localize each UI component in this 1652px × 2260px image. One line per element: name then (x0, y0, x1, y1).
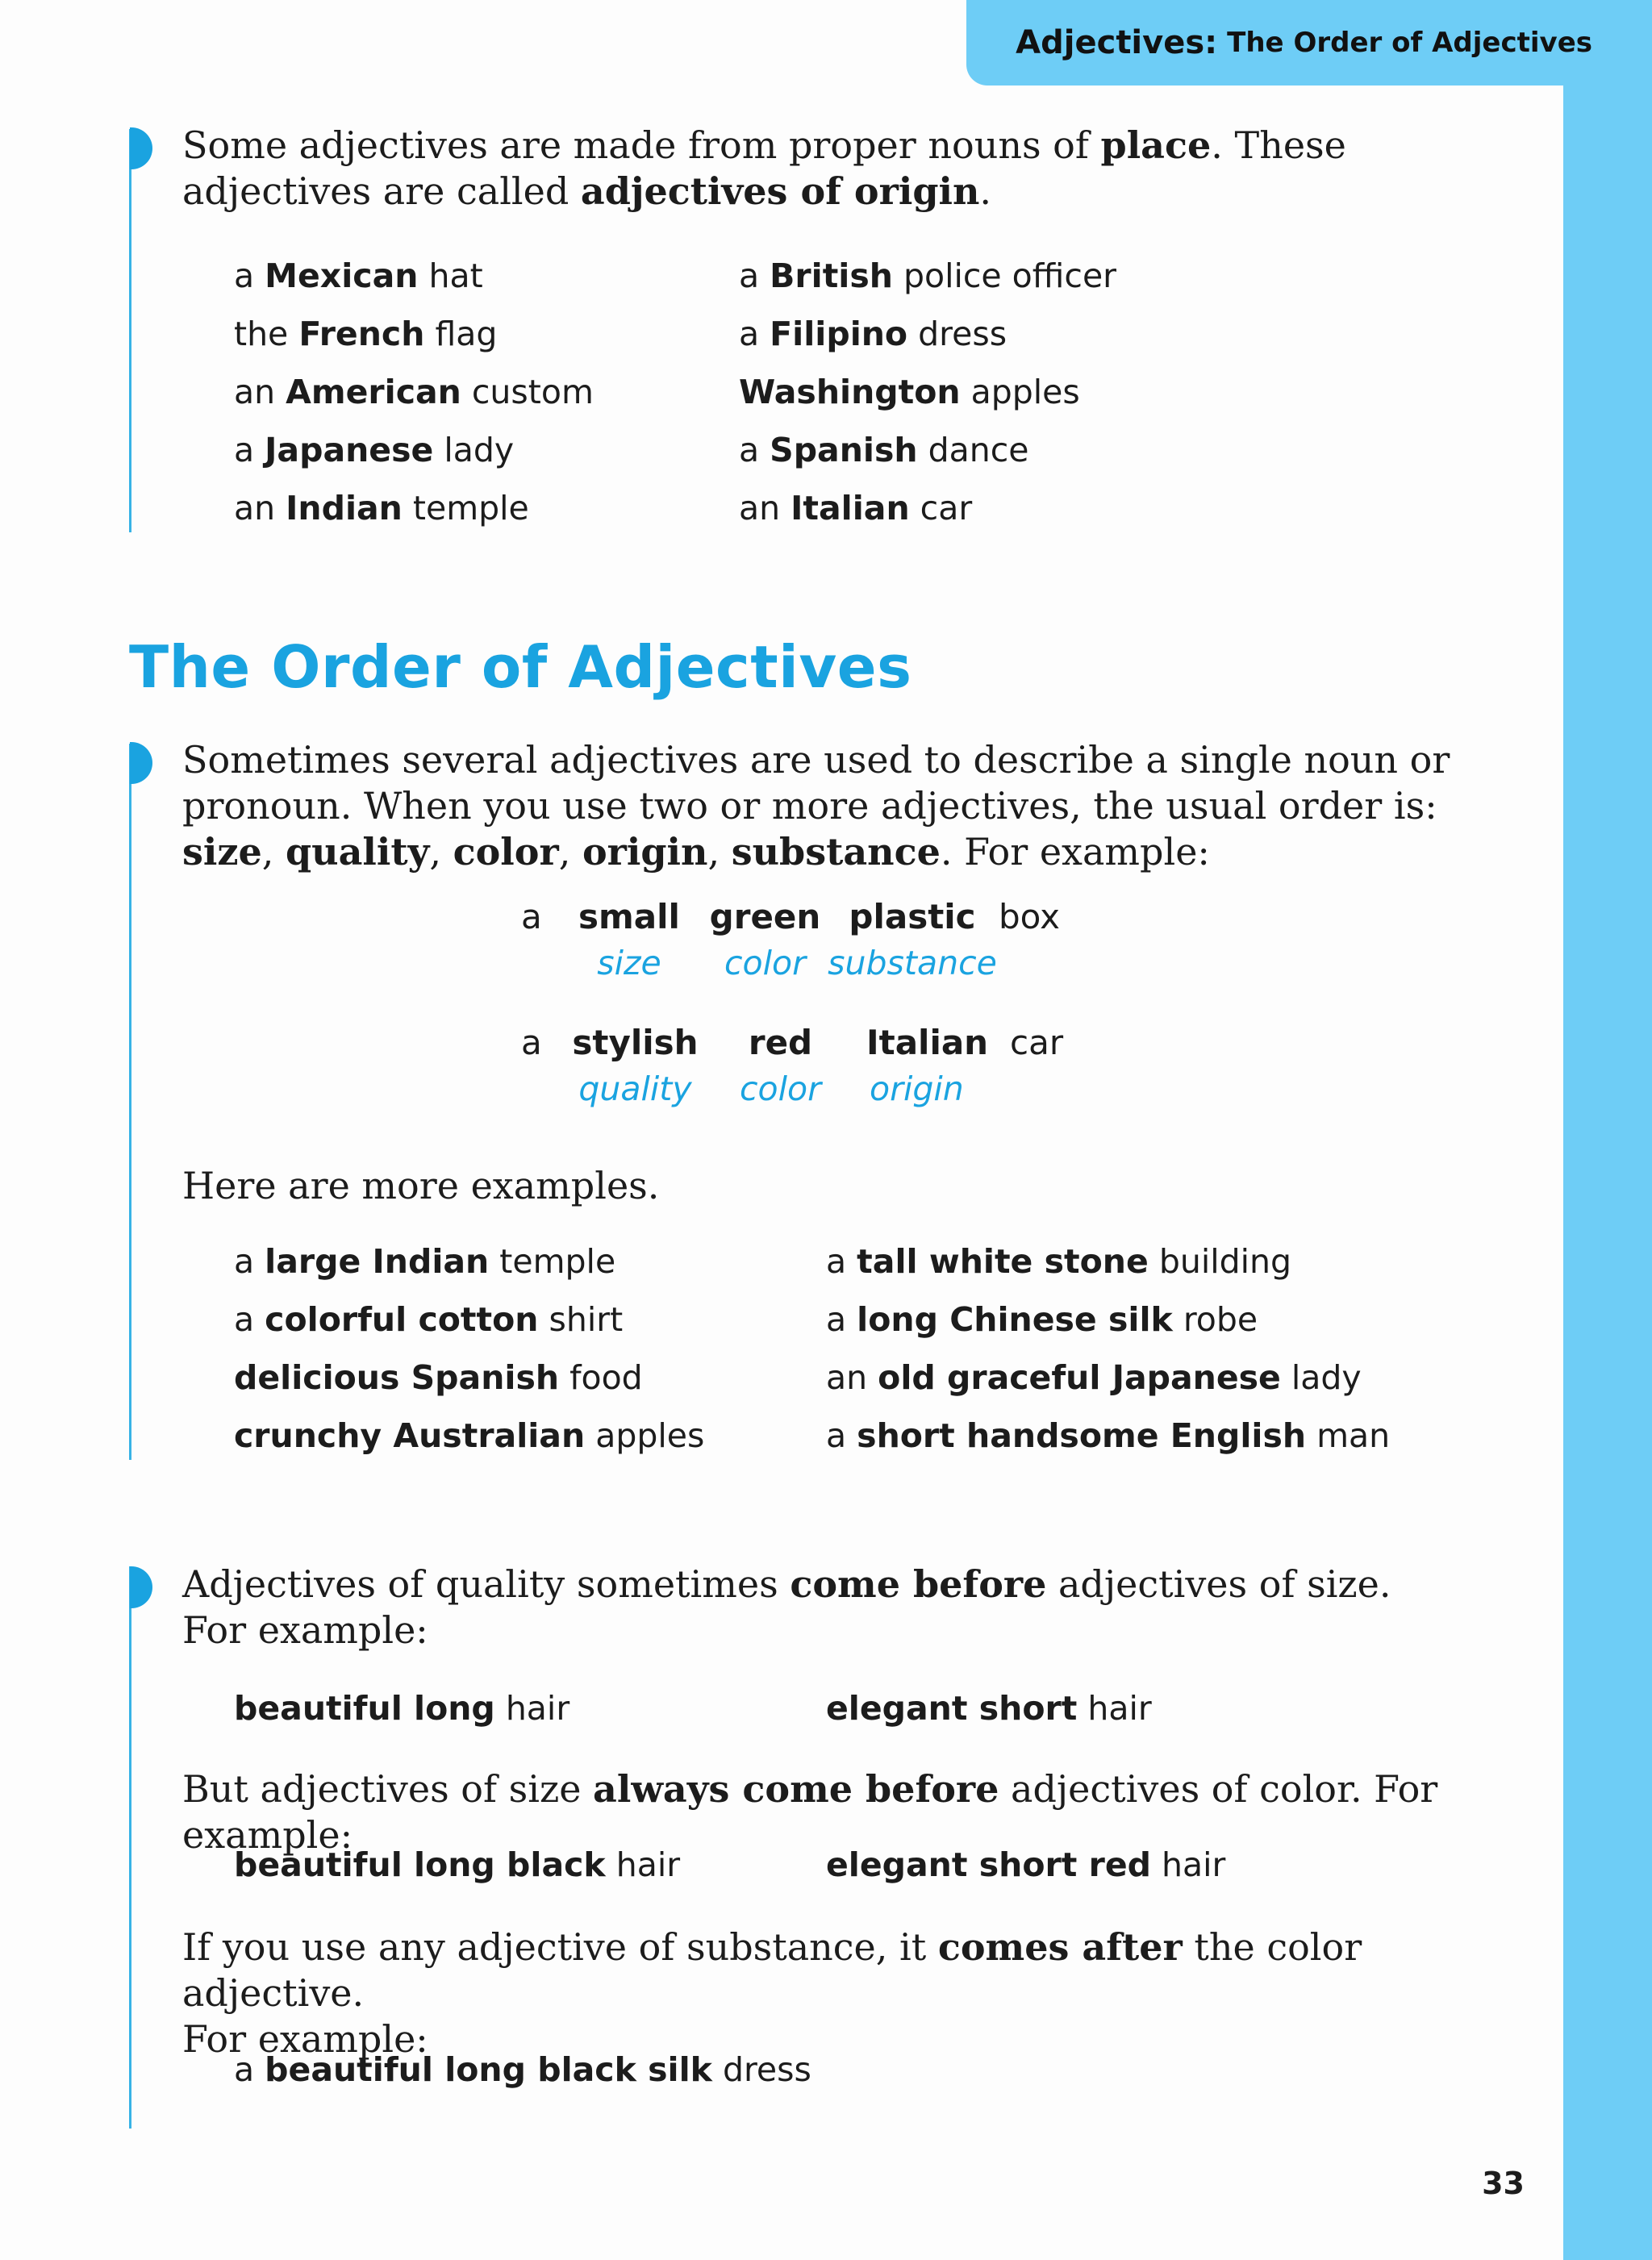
running-header (966, 0, 1644, 85)
origin-left-list (234, 247, 594, 537)
example-line: a long Chinese silk robe (826, 1300, 1258, 1339)
example1-label: size (597, 944, 661, 982)
order-right-list (826, 1232, 1390, 1465)
bullet-marker (130, 127, 152, 169)
example2-word: stylish (572, 1023, 699, 1062)
order-intro: Sometimes several adjectives are used to describe a single noun or pronoun. When you use two or more adjectives, the usual order is: size, quality, color, origin, substance. For example: (182, 738, 1450, 874)
size-color-rule: But adjectives of size always come before adjectives of color. For example: (182, 1767, 1438, 1857)
section-bar (129, 744, 131, 1460)
example-line: a colorful cotton shirt (234, 1300, 624, 1339)
example2-label: origin (870, 1070, 964, 1108)
example1-label: color (724, 944, 806, 982)
example-line: a beautiful long black silk dress (234, 2050, 811, 2089)
more-examples-intro: Here are more examples. (182, 1164, 660, 1207)
example-line: Washington apples (739, 373, 1080, 411)
example-line: beautiful long hair (234, 1689, 570, 1728)
quality-intro: Adjectives of quality sometimes come before adjectives of size. For example: (182, 1562, 1391, 1652)
substance-rule: If you use any adjective of substance, it comes after the color adjective. For example: (182, 1925, 1362, 2061)
section-bar (129, 129, 131, 532)
origin-right-list (739, 247, 1116, 537)
bullet-marker (130, 742, 152, 784)
example-line: elegant short hair (826, 1689, 1152, 1728)
order-left-list (234, 1232, 704, 1465)
example-line: an old graceful Japanese lady (826, 1358, 1362, 1397)
example1-word: plastic (849, 897, 976, 936)
example-line: crunchy Australian apples (234, 1416, 705, 1455)
example-line: beautiful long black hair (234, 1845, 681, 1884)
example-line: elegant short red hair (826, 1845, 1226, 1884)
example1-noun: box (999, 897, 1060, 936)
page-edge-band (1563, 0, 1652, 2260)
section-bar (129, 1566, 131, 2129)
example-line: an Indian temple (234, 489, 529, 527)
example2-noun: car (1010, 1023, 1064, 1062)
example-line: a Spanish dance (739, 431, 1029, 469)
example-line: a tall white stone building (826, 1242, 1292, 1281)
origin-intro: Some adjectives are made from proper nouns of place. These adjectives are called adjectives of origin. (182, 123, 1346, 213)
example1-article: a (521, 897, 542, 936)
example-line: a Japanese lady (234, 431, 515, 469)
example2-article: a (521, 1023, 542, 1062)
page-number: 33 (1482, 2166, 1525, 2201)
example1-word: small (578, 897, 680, 936)
section-heading: The Order of Adjectives (129, 633, 912, 701)
example-line: a British police officer (739, 256, 1117, 295)
example-line: a Filipino dress (739, 315, 1007, 353)
example-line: a large Indian temple (234, 1242, 616, 1281)
example2-word: red (748, 1023, 813, 1062)
header-topic: The Order of Adjectives (1227, 27, 1592, 59)
bullet-marker (130, 1566, 152, 1608)
example2-label: quality (578, 1070, 692, 1108)
example-line: a short handsome English man (826, 1416, 1391, 1455)
header-category: Adjectives: (1016, 24, 1218, 61)
example-line: a Mexican hat (234, 256, 483, 295)
example2-label: color (740, 1070, 821, 1108)
example-line: delicious Spanish food (234, 1358, 643, 1397)
example-line: the French flag (234, 315, 498, 353)
example2-word: Italian (866, 1023, 989, 1062)
example-line: an Italian car (739, 489, 973, 527)
example1-word: green (709, 897, 821, 936)
example1-label: substance (828, 944, 997, 982)
example-line: an American custom (234, 373, 594, 411)
